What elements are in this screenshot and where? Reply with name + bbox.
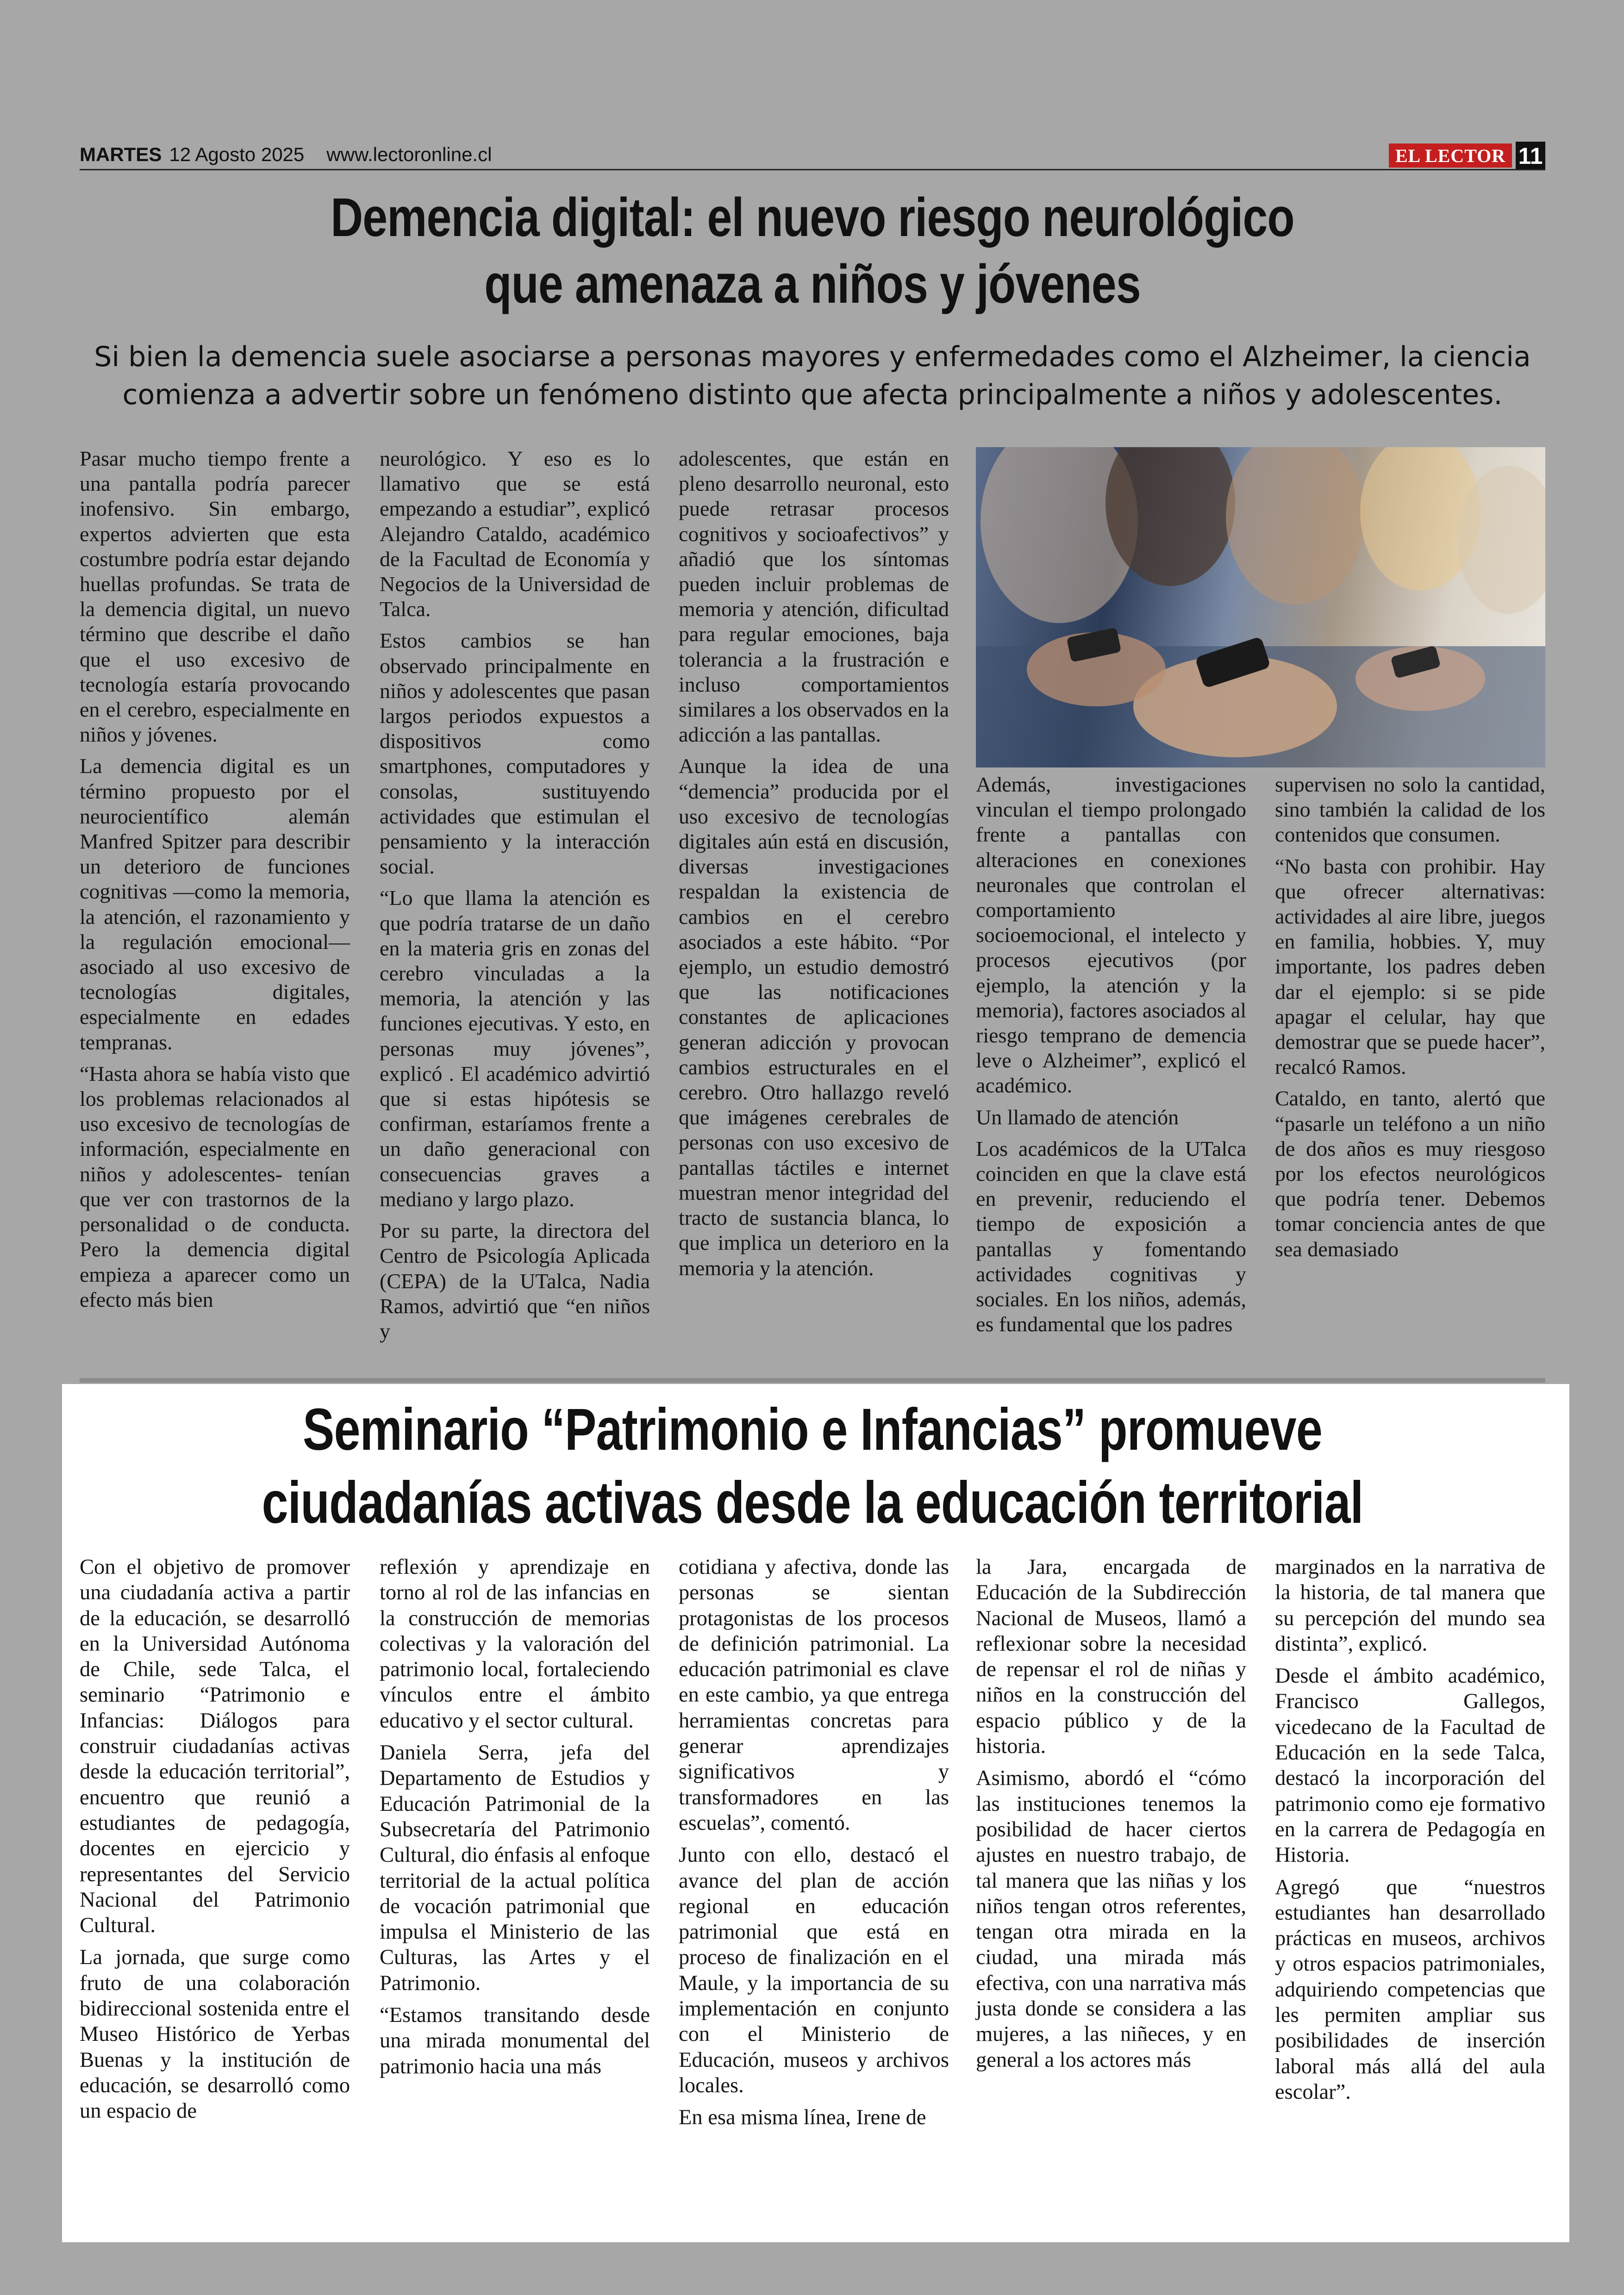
paragraph: la Jara, encargada de Educación de la Subdirección Nacional de Museos, llamó a reflexionar sobre la necesidad de repensar el rol de niñas y niños en la construcción del espacio público y de la historia. [976,1555,1246,1759]
paragraph: “Lo que llama la atención es que podría tratarse de un daño en la materia gris en zonas del cerebro vinculadas a la memoria, la atención y las funciones ejecutivas. Y esto, en personas muy jóvenes”, explicó . El académico advirtió que si estas hipótesis se confirman, estaríamos frente a un daño generacional con consecuencias graves a mediano y largo plazo. [380,886,650,1211]
article1-column-2 [380,446,650,1350]
article2-column-1 [80,1554,350,2131]
article2-headline-line2: ciudadanías activas desde la educación territorial [262,1470,1363,1536]
paragraph: La jornada, que surge como fruto de una colaboración bidireccional sostenida entre el Museo Histórico de Yerbas Buenas y la institución de educación, se desarrolló como un espacio de [80,1946,350,2123]
article1-headline [212,184,1413,318]
article1-headline-line1: Demencia digital: el nuevo riesgo neurológico [331,187,1294,248]
header-url[interactable]: www.lectoronline.cl [326,143,492,165]
paragraph: Estos cambios se han observado principalmente en niños y adolescentes que pasan largos periodos expuestos a dispositivos como smartphones, computadores y consolas, sustituyendo actividades que estimulan el pensamiento y la interacción social. [380,629,650,879]
header-day: MARTES [80,143,162,165]
paragraph: La demencia digital es un término propuesto por el neurocientífico alemán Manfred Spitzer para describir un deterioro de funciones cognitivas —como la memoria, la atención, el razonamiento y la regulación emocional— asociado al uso excesivo de tecnologías digitales, especialmente en edades tempranas. [80,754,350,1054]
page-number: 11 [1516,142,1545,170]
paragraph: Además, investigaciones vinculan el tiempo prolongado frente a pantallas con alteraciones en conexiones neuronales que controlan el comportamiento socioemocional, el intelecto y procesos ejecutivos (por ejemplo, la atención y la memoria), factores asociados al riesgo temprano de demencia leve o Alzheimer”, explicó el académico. [976,773,1246,1098]
article1-photo [976,447,1545,767]
paragraph: “No basta con prohibir. Hay que ofrecer alternativas: actividades al aire libre, juegos en familia, hobbies. Y, muy importante, los padres deben dar el ejemplo: si se pide apagar el celular, hay que demostrar que se puede hacer”, recalcó Ramos. [1275,854,1545,1079]
article2-column-5 [1275,1554,1545,2111]
paragraph: “Hasta ahora se había visto que los problemas relacionados al uso excesivo de tecnologías de información, especialmente en niños y adolescentes- tenían que ver con trastornos de la personalidad o de conducta. Pero la demencia digital empieza a aparecer como un efecto más bien [80,1061,350,1311]
paragraph: neurológico. Y eso es lo llamativo que se está empezando a estudiar”, explicó Alejandro Cataldo, académico de la Facultad de Economía y Negocios de la Universidad de Talca. [380,447,650,621]
article2-column-4 [976,1554,1246,2079]
paragraph: Daniela Serra, jefa del Departamento de Estudios y Educación Patrimonial de la Subsecretaría del Patrimonio Cultural, dio énfasis al enfoque territorial de la actual política de vocación patrimonial que impulsa el Ministerio de las Culturas, las Artes y el Patrimonio. [380,1741,650,1995]
article1-subtitle-line1: Si bien la demencia suele asociarse a personas mayores y enfermedades como el Alzheimer, la ciencia [94,341,1531,373]
article1-column-4 [976,772,1246,1343]
paragraph: reflexión y aprendizaje en torno al rol de las infancias en la construcción de memorias colectivas y la valoración del patrimonio local, fortaleciendo vínculos entre el ámbito educativo y el sector cultural. [380,1555,650,1733]
header-rule [80,169,1545,170]
header-date-text: 12 Agosto 2025 [169,143,305,165]
paragraph: Asimismo, abordó el “cómo las instituciones tenemos la posibilidad de hacer ciertos ajustes en nuestro trabajo, de tal manera que las niñas y los niños tengan otros referentes, tengan otra mirada en la ciudad, una mirada más efectiva, con una narrativa más justa donde se considera a las mujeres, a las niñeces, y en general a los actores más [976,1766,1246,2072]
paragraph: Desde el ámbito académico, Francisco Gallegos, vicedecano de la Facultad de Educación en la sede Talca, destacó la incorporación del patrimonio como eje formativo en la carrera de Pedagogía en Historia. [1275,1664,1545,1867]
page-header [80,142,1545,170]
paragraph: Junto con ello, destacó el avance del plan de acción regional en educación patrimonial que está en proceso de finalización en el Maule, y la importancia de su implementación en conjunto con el Ministerio de Educación, museos y archivos locales. [679,1843,949,2097]
paragraph: marginados en la narrativa de la historia, de tal manera que su percepción del mundo sea distinta”, explicó. [1275,1555,1545,1656]
article1-subtitle-line2: comienza a advertir sobre un fenómeno distinto que afecta principalmente a niños y adolescentes. [122,379,1503,411]
paragraph: adolescentes, que están en pleno desarrollo neuronal, esto puede retrasar procesos cognitivos y socioafectivos” y añadió que los síntomas pueden incluir problemas de memoria y atención, dificultad para regular emociones, baja tolerancia a la frustración e incluso comportamientos similares a los observados en la adicción a las pantallas. [679,447,949,747]
article1-column-5 [1275,772,1545,1268]
article1-subtitle [80,338,1545,414]
paragraph: Los académicos de la UTalca coinciden en que la clave está en prevenir, reduciendo el tiempo de exposición a pantallas y fomentando actividades cognitivas y sociales. En los niños, además, es fundamental que los padres [976,1136,1246,1336]
paragraph: cotidiana y afectiva, donde las personas se sientan protagonistas de los procesos de definición patrimonial. La educación patrimonial es clave en este cambio, ya que entrega herramientas concretas para generar aprendizajes significativos y transformadores en las escuelas”, comentó. [679,1555,949,1835]
paragraph: Cataldo, en tanto, alertó que “pasarle un teléfono a un niño de dos años es muy riesgoso por los efectos neurológicos que podría tener. Debemos tomar conciencia antes de que sea demasiado [1275,1086,1545,1261]
article2-headline-line1: Seminario “Patrimonio e Infancias” promueve [303,1397,1322,1463]
newspaper-logo: EL LECTOR [1389,143,1512,168]
paragraph: Con el objetivo de promover una ciudadanía activa a partir de la educación, se desarrolló en la Universidad Autónoma de Chile, sede Talca, el seminario “Patrimonio e Infancias: Diálogos para construir ciudadanías activas desde la educación territorial”, encuentro que reunió a estudiantes de pedagogía, docentes en ejercicio y representantes del Servicio Nacional del Patrimonio Cultural. [80,1555,350,1938]
paragraph: “Estamos transitando desde una mirada monumental del patrimonio hacia una más [380,2003,650,2078]
paragraph: Agregó que “nuestros estudiantes han desarrollado prácticas en museos, archivos y otros espacios patrimoniales, adquiriendo competencias que les permiten ampliar sus posibilidades de inserción laboral más allá del aula escolar”. [1275,1875,1545,2104]
article1-column-3 [679,446,949,1287]
section-divider [80,1378,1545,1383]
section-subtitle: Un llamado de atención [976,1105,1179,1129]
paragraph: Aunque la idea de una “demencia” producida por el uso excesivo de tecnologías digitales aún está en discusión, diversas investigaciones respaldan la existencia de cambios en el cerebro asociados a este hábito. “Por ejemplo, un estudio demostró que las notificaciones constantes de aplicaciones generan adicción y provocan cambios estructurales en el cerebro. Otro hallazgo reveló que imágenes cerebrales de personas con uso excesivo de pantallas táctiles e internet muestran menor integridad del tracto de sustancia blanca, lo que implica un deterioro en la memoria y la atención. [679,754,949,1280]
article1-column-1 [80,446,350,1319]
article2-column-2 [380,1554,650,2086]
paragraph: Por su parte, la directora del Centro de Psicología Aplicada (CEPA) de la UTalca, Nadia Ramos, advirtió que “en niños y [380,1219,650,1343]
paragraph: En esa misma línea, Irene de [679,2106,926,2130]
paragraph: supervisen no solo la cantidad, sino también la calidad de los contenidos que consumen. [1275,773,1545,847]
article2-column-3 [679,1554,949,2137]
header-date [80,143,492,166]
article2-headline [226,1393,1399,1540]
article1-headline-line2: que amenaza a niños y jóvenes [484,254,1141,315]
phones-photo-illustration [976,447,1545,767]
paragraph: Pasar mucho tiempo frente a una pantalla podría parecer inofensivo. Sin embargo, expertos advierten que esta costumbre podría estar dejando huellas profundas. Se trata de la demencia digital, un nuevo término que describe el daño que el uso excesivo de tecnología estaría provocando en el cerebro, especialmente en niños y jóvenes. [80,447,350,747]
